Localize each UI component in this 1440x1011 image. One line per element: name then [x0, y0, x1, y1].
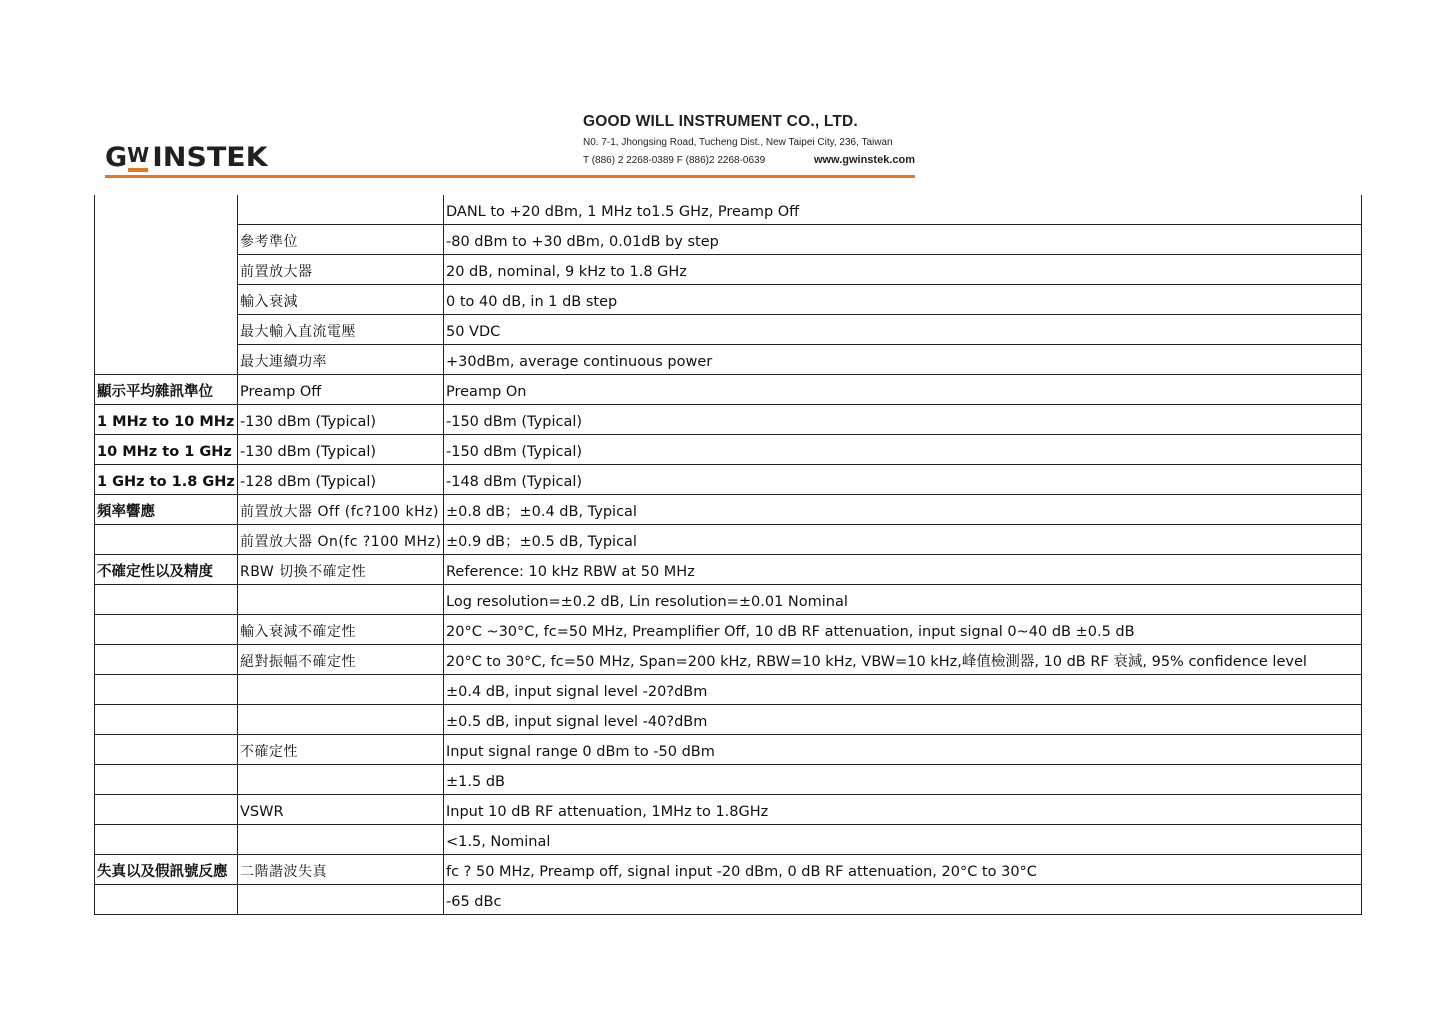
- table-row: [95, 885, 1362, 915]
- gwinstek-logo: [105, 142, 268, 173]
- table-row: [95, 495, 1362, 525]
- spec-value: ±0.4 dB, input signal level -20?dBm: [444, 675, 1362, 705]
- spec-value: ±0.8 dB；±0.4 dB, Typical: [444, 495, 1362, 525]
- spec-value: -150 dBm (Typical): [444, 435, 1362, 465]
- table-row: [95, 615, 1362, 645]
- spec-category: [95, 615, 238, 645]
- spec-item: 前置放大器: [238, 255, 444, 285]
- phone-fax: T (886) 2 2268-0389 F (886)2 2268-0639: [583, 155, 766, 166]
- table-row: [95, 315, 1362, 345]
- table-row: [95, 375, 1362, 405]
- table-row: [95, 705, 1362, 735]
- table-row: [95, 795, 1362, 825]
- company-name: GOOD WILL INSTRUMENT CO., LTD.: [583, 113, 858, 130]
- table-row: [95, 675, 1362, 705]
- spec-category: 10 MHz to 1 GHz: [95, 435, 238, 465]
- table-row: [95, 735, 1362, 765]
- spec-value: 20°C to 30°C, fc=50 MHz, Span=200 kHz, RBW=10 kHz, VBW=10 kHz,峰值檢測器, 10 dB RF 衰減, 95% confidence level: [444, 645, 1362, 675]
- spec-value: fc ? 50 MHz, Preamp off, signal input -20 dBm, 0 dB RF attenuation, 20°C to 30°C: [444, 855, 1362, 885]
- header-divider: [105, 175, 915, 178]
- table-row: [95, 255, 1362, 285]
- table-row: [95, 345, 1362, 375]
- table-row: [95, 405, 1362, 435]
- table-row: [95, 555, 1362, 585]
- spec-category: 頻率響應: [95, 495, 238, 525]
- letterhead: [0, 0, 1440, 190]
- table-row: [95, 645, 1362, 675]
- spec-category: 1 GHz to 1.8 GHz: [95, 465, 238, 495]
- spec-item: RBW 切換不確定性: [238, 555, 444, 585]
- spec-item: -130 dBm (Typical): [238, 405, 444, 435]
- spec-category: [95, 585, 238, 615]
- spec-value: +30dBm, average continuous power: [444, 345, 1362, 375]
- spec-item: Preamp Off: [238, 375, 444, 405]
- logo-w: W: [127, 143, 150, 167]
- spec-value: -148 dBm (Typical): [444, 465, 1362, 495]
- spec-value: DANL to +20 dBm, 1 MHz to1.5 GHz, Preamp Off: [444, 195, 1362, 225]
- logo-instek: INSTEK: [152, 142, 268, 173]
- spec-category: 不確定性以及精度: [95, 555, 238, 585]
- spec-value: Input 10 dB RF attenuation, 1MHz to 1.8GHz: [444, 795, 1362, 825]
- table-row: [95, 765, 1362, 795]
- spec-category: [95, 675, 238, 705]
- table-row: [95, 225, 1362, 255]
- table-row: [95, 855, 1362, 885]
- spec-value: -65 dBc: [444, 885, 1362, 915]
- spec-value: ±0.9 dB；±0.5 dB, Typical: [444, 525, 1362, 555]
- spec-value: Reference: 10 kHz RBW at 50 MHz: [444, 555, 1362, 585]
- spec-category: [95, 825, 238, 855]
- spec-category: [95, 795, 238, 825]
- spec-value: Log resolution=±0.2 dB, Lin resolution=±0.01 Nominal: [444, 585, 1362, 615]
- website-link[interactable]: www.gwinstek.com: [813, 154, 915, 166]
- spec-item: [238, 885, 444, 915]
- spec-item: 前置放大器 Off (fc?100 kHz): [238, 495, 444, 525]
- spec-category: [95, 195, 238, 375]
- spec-category: [95, 735, 238, 765]
- spec-category: 失真以及假訊號反應: [95, 855, 238, 885]
- table-row: [95, 435, 1362, 465]
- spec-value: 50 VDC: [444, 315, 1362, 345]
- spec-item: 最大連續功率: [238, 345, 444, 375]
- table-row: [95, 465, 1362, 495]
- spec-item: [238, 825, 444, 855]
- spec-item: 二階諧波失真: [238, 855, 444, 885]
- spec-value: 0 to 40 dB, in 1 dB step: [444, 285, 1362, 315]
- spec-category: 顯示平均雜訊準位: [95, 375, 238, 405]
- spec-value: ±1.5 dB: [444, 765, 1362, 795]
- spec-item: 不確定性: [238, 735, 444, 765]
- spec-item: 輸入衰減: [238, 285, 444, 315]
- spec-category: 1 MHz to 10 MHz: [95, 405, 238, 435]
- spec-category: [95, 705, 238, 735]
- spec-value: ±0.5 dB, input signal level -40?dBm: [444, 705, 1362, 735]
- table-row: [95, 195, 1362, 225]
- spec-item: -128 dBm (Typical): [238, 465, 444, 495]
- spec-category: [95, 645, 238, 675]
- table-row: [95, 585, 1362, 615]
- company-address: N0. 7-1, Jhongsing Road, Tucheng Dist., New Taipei City, 236, Taiwan: [583, 137, 893, 148]
- spec-category: [95, 765, 238, 795]
- spec-item: -130 dBm (Typical): [238, 435, 444, 465]
- spec-item: 輸入衰減不確定性: [238, 615, 444, 645]
- spec-value: Preamp On: [444, 375, 1362, 405]
- spec-value: Input signal range 0 dBm to -50 dBm: [444, 735, 1362, 765]
- spec-item: VSWR: [238, 795, 444, 825]
- spec-value: -150 dBm (Typical): [444, 405, 1362, 435]
- spec-value: 20°C ~30°C, fc=50 MHz, Preamplifier Off, 10 dB RF attenuation, input signal 0~40 dB ±0.5 dB: [444, 615, 1362, 645]
- table-row: [95, 525, 1362, 555]
- spec-item: [238, 585, 444, 615]
- table-row: [95, 825, 1362, 855]
- spec-item: 最大輸入直流電壓: [238, 315, 444, 345]
- spec-item: [238, 705, 444, 735]
- spec-item: 參考準位: [238, 225, 444, 255]
- spec-item: 前置放大器 On(fc ?100 MHz): [238, 525, 444, 555]
- table-row: [95, 285, 1362, 315]
- spec-category: [95, 525, 238, 555]
- logo-g: G: [105, 142, 128, 173]
- spec-value: -80 dBm to +30 dBm, 0.01dB by step: [444, 225, 1362, 255]
- spec-category: [95, 885, 238, 915]
- spec-item: 絕對振幅不確定性: [238, 645, 444, 675]
- spec-item: [238, 195, 444, 225]
- spec-value: 20 dB, nominal, 9 kHz to 1.8 GHz: [444, 255, 1362, 285]
- spec-item: [238, 765, 444, 795]
- spec-item: [238, 675, 444, 705]
- spec-table: [94, 195, 1362, 915]
- company-contact: [583, 155, 915, 166]
- spec-value: <1.5, Nominal: [444, 825, 1362, 855]
